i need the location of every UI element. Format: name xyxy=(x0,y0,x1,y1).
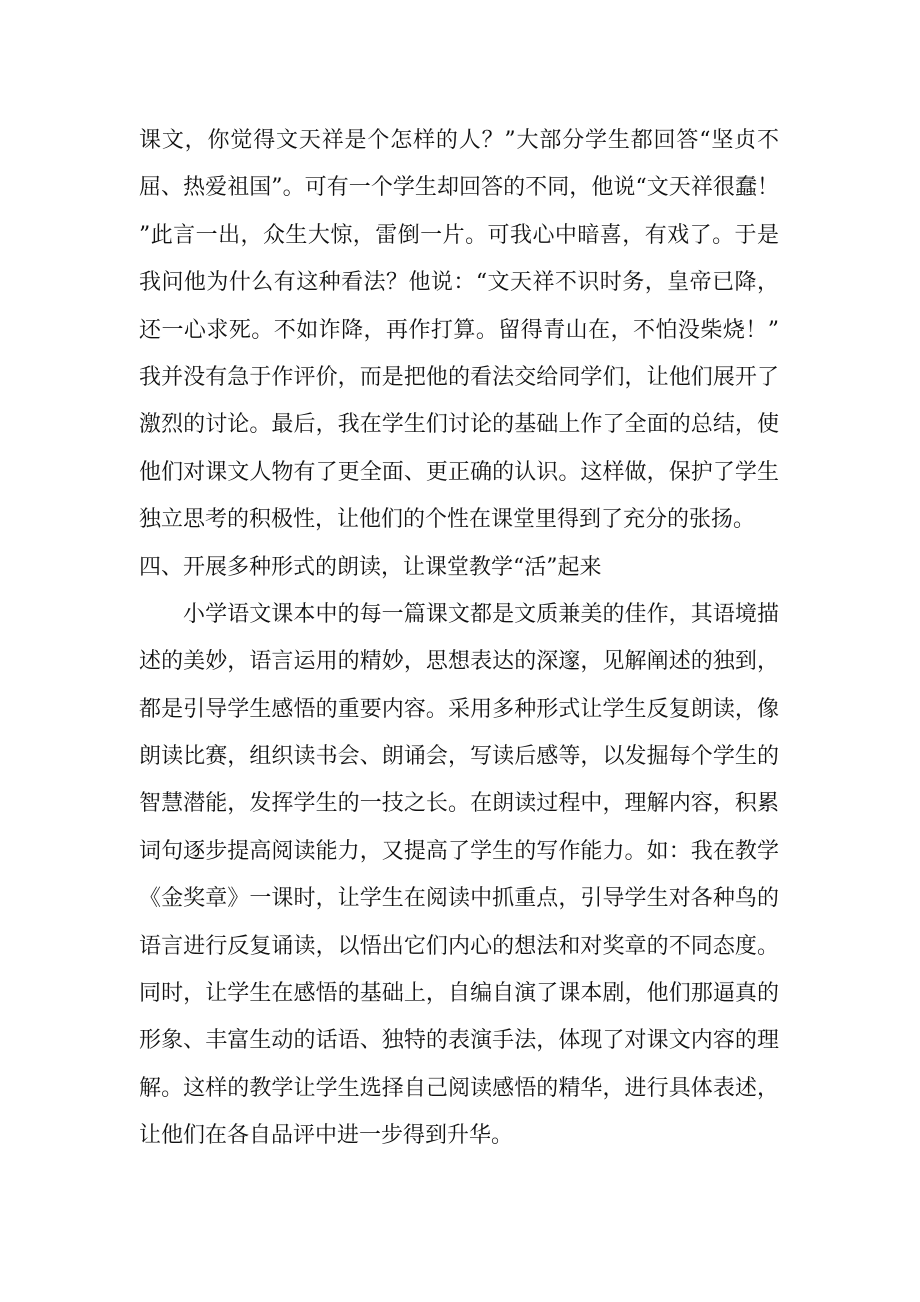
paragraph-line: 智慧潜能，发挥学生的一技之长。在朗读过程中，理解内容，积累 xyxy=(139,791,779,817)
paragraph-line: 解。这样的教学让学生选择自己阅读感悟的精华，进行具体表述， xyxy=(139,1075,779,1101)
paragraph-2 xyxy=(139,591,779,1160)
paragraph-line: 词句逐步提高阅读能力，又提高了学生的写作能力。如：我在教学 xyxy=(139,838,779,864)
document-body xyxy=(139,117,779,1160)
paragraph-line: 屈、热爱祖国”。可有一个学生却回答的不同，他说“文天祥很蠢！ xyxy=(139,175,779,201)
paragraph-line: ”此言一出，众生大惊，雷倒一片。可我心中暗喜，有戏了。于是 xyxy=(139,222,779,248)
paragraph-line: 还一心求死。不如诈降，再作打算。留得青山在，不怕没柴烧！” xyxy=(139,317,779,343)
paragraph-line: 都是引导学生感悟的重要内容。采用多种形式让学生反复朗读，像 xyxy=(139,696,779,722)
paragraph-line: 形象、丰富生动的话语、独特的表演手法，体现了对课文内容的理 xyxy=(139,1028,779,1054)
paragraph-line: 语言进行反复诵读，以悟出它们内心的想法和对奖章的不同态度。 xyxy=(139,933,779,959)
paragraph-line: 独立思考的积极性，让他们的个性在课堂里得到了充分的张扬。 xyxy=(139,507,756,533)
paragraph-line: 《金奖章》一课时，让学生在阅读中抓重点，引导学生对各种鸟的 xyxy=(139,886,779,912)
paragraph-line: 述的美妙，语言运用的精妙，思想表达的深邃，见解阐述的独到， xyxy=(139,649,779,675)
paragraph-line: 让他们在各自品评中进一步得到升华。 xyxy=(139,1123,514,1149)
section-heading: 四、开展多种形式的朗读，让课堂教学“活”起来 xyxy=(139,554,602,580)
paragraph-line: 小学语文课本中的每一篇课文都是文质兼美的佳作，其语境描 xyxy=(183,601,779,627)
paragraph-line: 朗读比赛，组织读书会、朗诵会，写读后感等，以发掘每个学生的 xyxy=(139,744,779,770)
paragraph-line: 他们对课文人物有了更全面、更正确的认识。这样做，保护了学生 xyxy=(139,459,779,485)
paragraph-line: 我并没有急于作评价，而是把他的看法交给同学们，让他们展开了 xyxy=(139,364,779,390)
paragraph-line: 我问他为什么有这种看法？他说：“文天祥不识时务，皇帝已降， xyxy=(139,270,779,296)
paragraph-line: 激烈的讨论。最后，我在学生们讨论的基础上作了全面的总结，使 xyxy=(139,412,779,438)
paragraph-1 xyxy=(139,117,779,544)
paragraph-line: 课文，你觉得文天祥是个怎样的人？”大部分学生都回答“坚贞不 xyxy=(139,128,779,153)
paragraph-line: 同时，让学生在感悟的基础上，自编自演了课本剧，他们那逼真的 xyxy=(139,981,779,1007)
